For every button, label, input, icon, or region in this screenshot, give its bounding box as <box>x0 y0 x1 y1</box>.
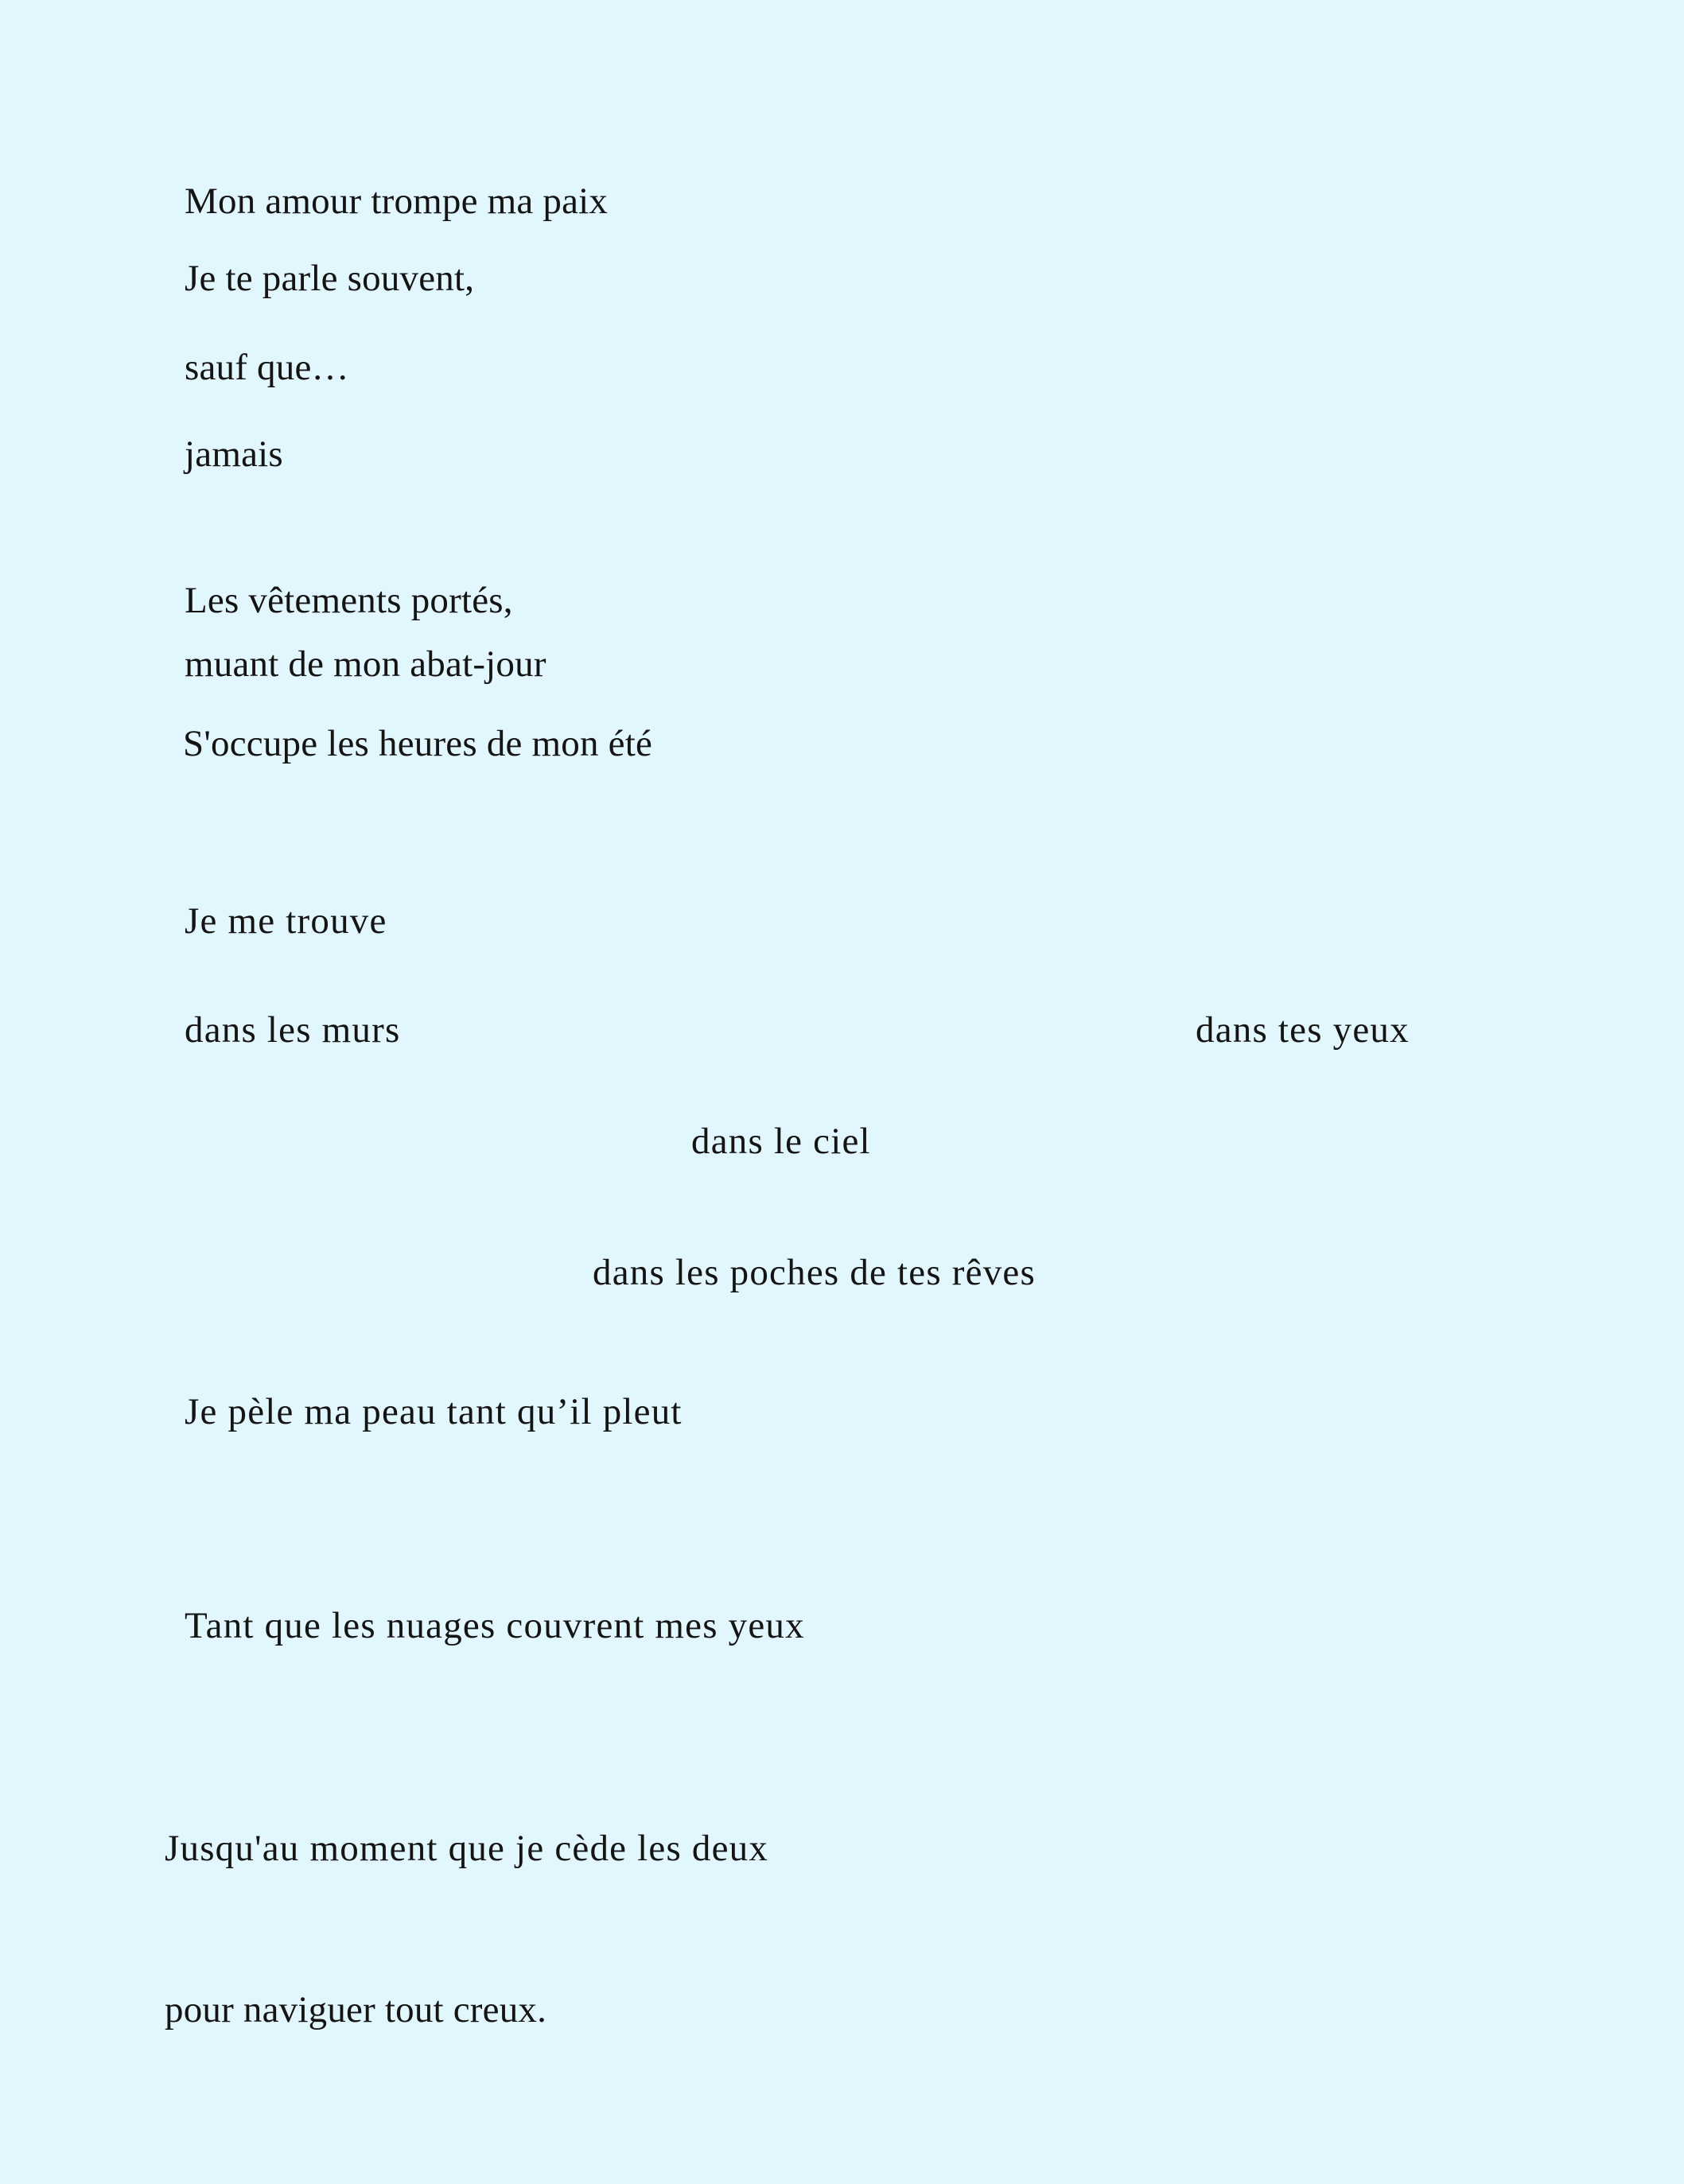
poem-line: S'occupe les heures de mon été <box>183 723 653 764</box>
poem-line: dans les murs <box>185 1009 401 1051</box>
poem-line: jamais <box>185 433 283 475</box>
poem-line: Je te parle souvent, <box>185 258 475 299</box>
poem-line: Je pèle ma peau tant qu’il pleut <box>185 1391 683 1432</box>
poem-line: muant de mon abat-jour <box>185 643 546 685</box>
poem-line: Jusqu'au moment que je cède les deux <box>165 1828 769 1869</box>
poem-line: dans le ciel <box>691 1121 871 1162</box>
poem-line: sauf que… <box>185 347 349 388</box>
poem-line: pour naviguer tout creux. <box>165 1989 547 2030</box>
poem-line: Les vêtements portés, <box>185 580 513 621</box>
poem-line: dans les poches de tes rêves <box>593 1252 1036 1293</box>
poem-line: Tant que les nuages couvrent mes yeux <box>185 1605 805 1646</box>
poem-line: Je me trouve <box>185 900 387 942</box>
poem-line: dans tes yeux <box>1196 1009 1410 1051</box>
poem-line: Mon amour trompe ma paix <box>185 181 609 222</box>
